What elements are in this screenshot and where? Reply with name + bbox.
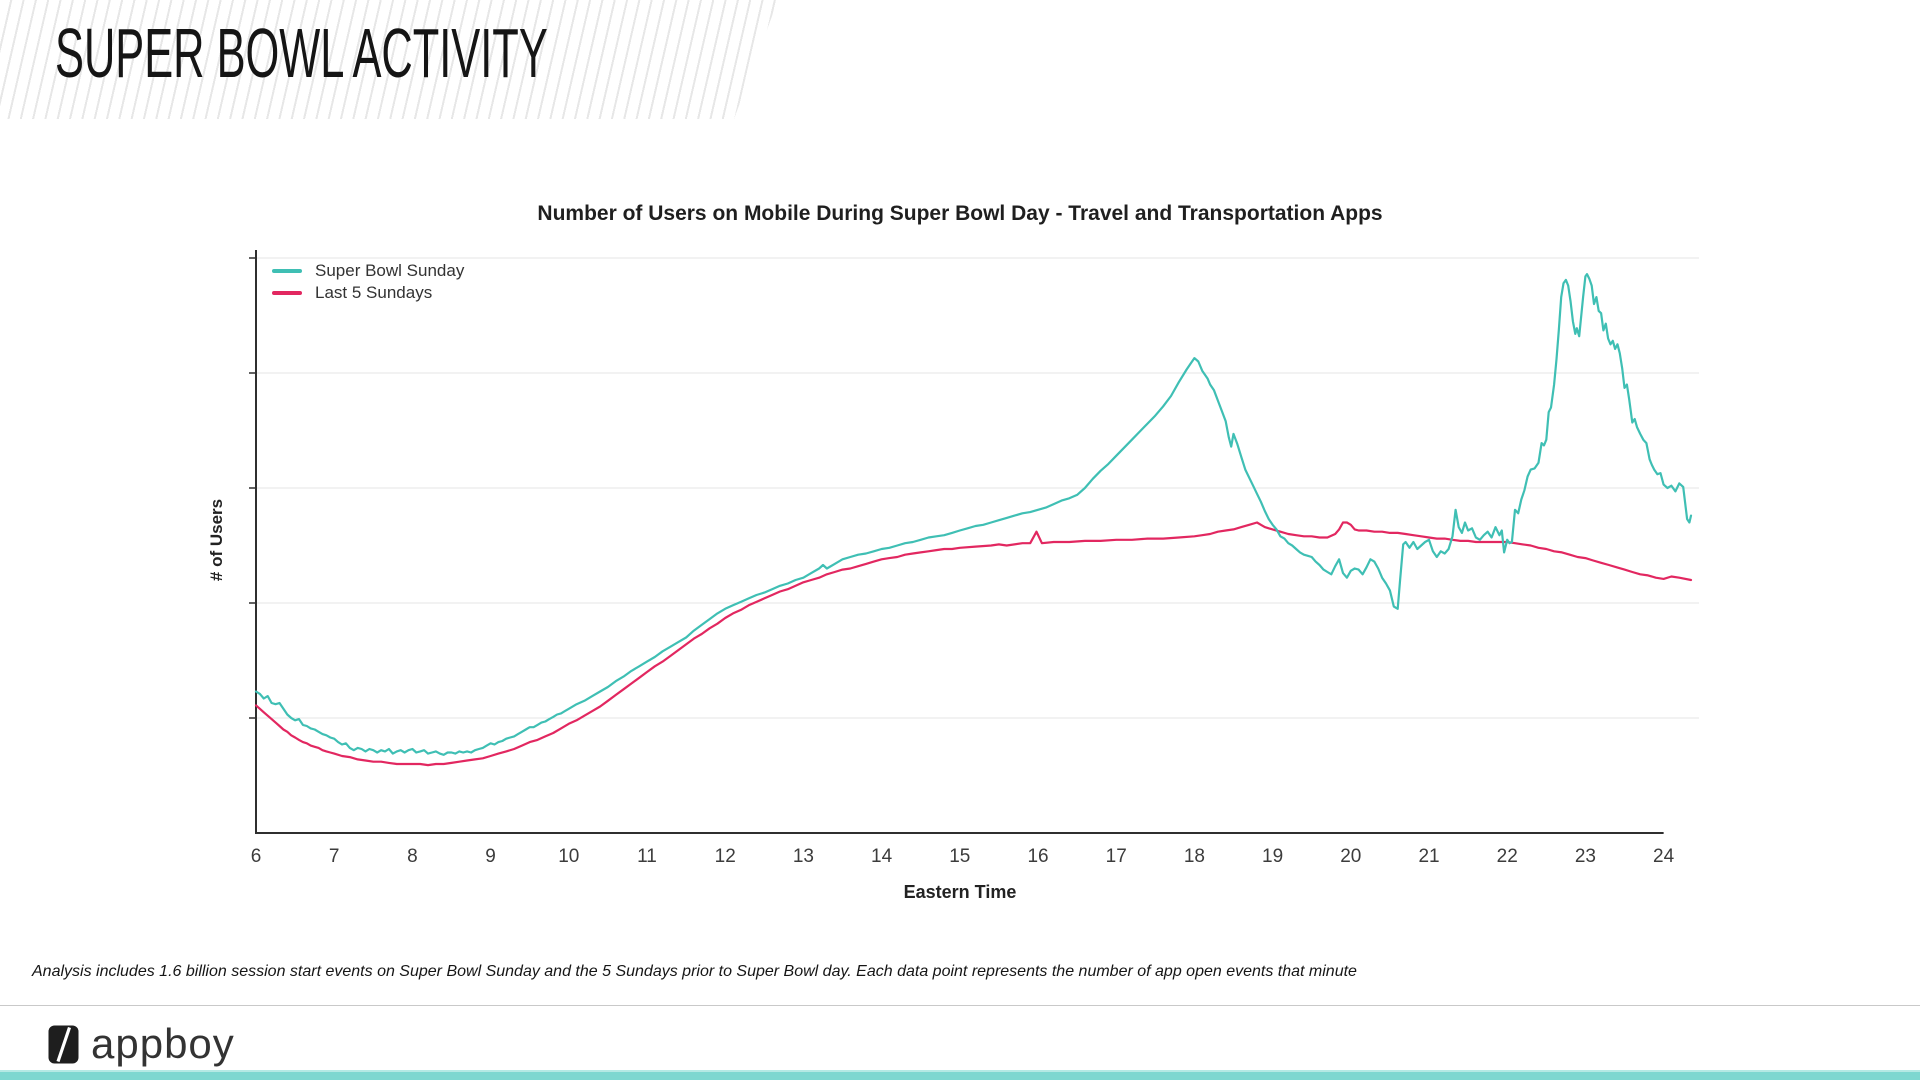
footer-divider	[0, 1005, 1920, 1006]
x-tick-label: 17	[1105, 846, 1127, 867]
brand-logo	[48, 1020, 235, 1068]
x-tick-label: 6	[250, 846, 262, 867]
appboy-logo-icon	[48, 1025, 79, 1064]
x-tick-label: 10	[558, 846, 580, 867]
x-axis-tick-labels	[0, 846, 1920, 872]
x-tick-label: 21	[1418, 846, 1440, 867]
y-axis-title: # of Users	[207, 498, 226, 582]
legend-item-last-5-sundays	[272, 282, 464, 304]
x-tick-label: 9	[485, 846, 496, 867]
series-line-super-bowl-sunday	[256, 274, 1691, 755]
footer-accent-bar	[0, 1070, 1920, 1080]
x-tick-label: 8	[407, 846, 418, 867]
legend-label: Super Bowl Sunday	[315, 261, 465, 280]
x-tick-label: 11	[637, 846, 657, 867]
series-line-last-5-sundays	[256, 523, 1691, 766]
brand-wordmark: appboy	[91, 1020, 235, 1067]
x-tick-label: 19	[1262, 846, 1284, 867]
chart-title: Number of Users on Mobile During Super Bowl Day - Travel and Transportation Apps	[537, 202, 1383, 225]
x-tick-label: 12	[714, 846, 736, 867]
x-tick-label: 14	[871, 846, 893, 867]
x-tick-label: 23	[1574, 846, 1596, 867]
legend-line-icon-super-bowl-sunday	[272, 269, 302, 273]
x-tick-label: 7	[328, 846, 340, 867]
x-tick-label: 15	[949, 846, 971, 867]
legend-item-super-bowl-sunday	[272, 260, 464, 282]
legend-label: Last 5 Sundays	[315, 283, 433, 302]
x-tick-label: 20	[1340, 846, 1362, 867]
x-tick-label: 13	[792, 846, 814, 867]
page-title: SUPER BOWL ACTIVITY	[55, 14, 548, 92]
footnote: Analysis includes 1.6 billion session start events on Super Bowl Sunday and the 5 Sundays prior to Super Bowl day. Each data point represents the number of app open events that minute	[32, 963, 1357, 980]
x-tick-label: 18	[1183, 846, 1205, 867]
chart-legend	[272, 260, 464, 304]
x-tick-label: 16	[1027, 846, 1049, 867]
x-tick-label: 24	[1653, 846, 1675, 867]
legend-line-icon-last-5-sundays	[272, 291, 302, 295]
x-axis-title: Eastern Time	[903, 882, 1017, 902]
x-tick-label: 22	[1496, 846, 1518, 867]
